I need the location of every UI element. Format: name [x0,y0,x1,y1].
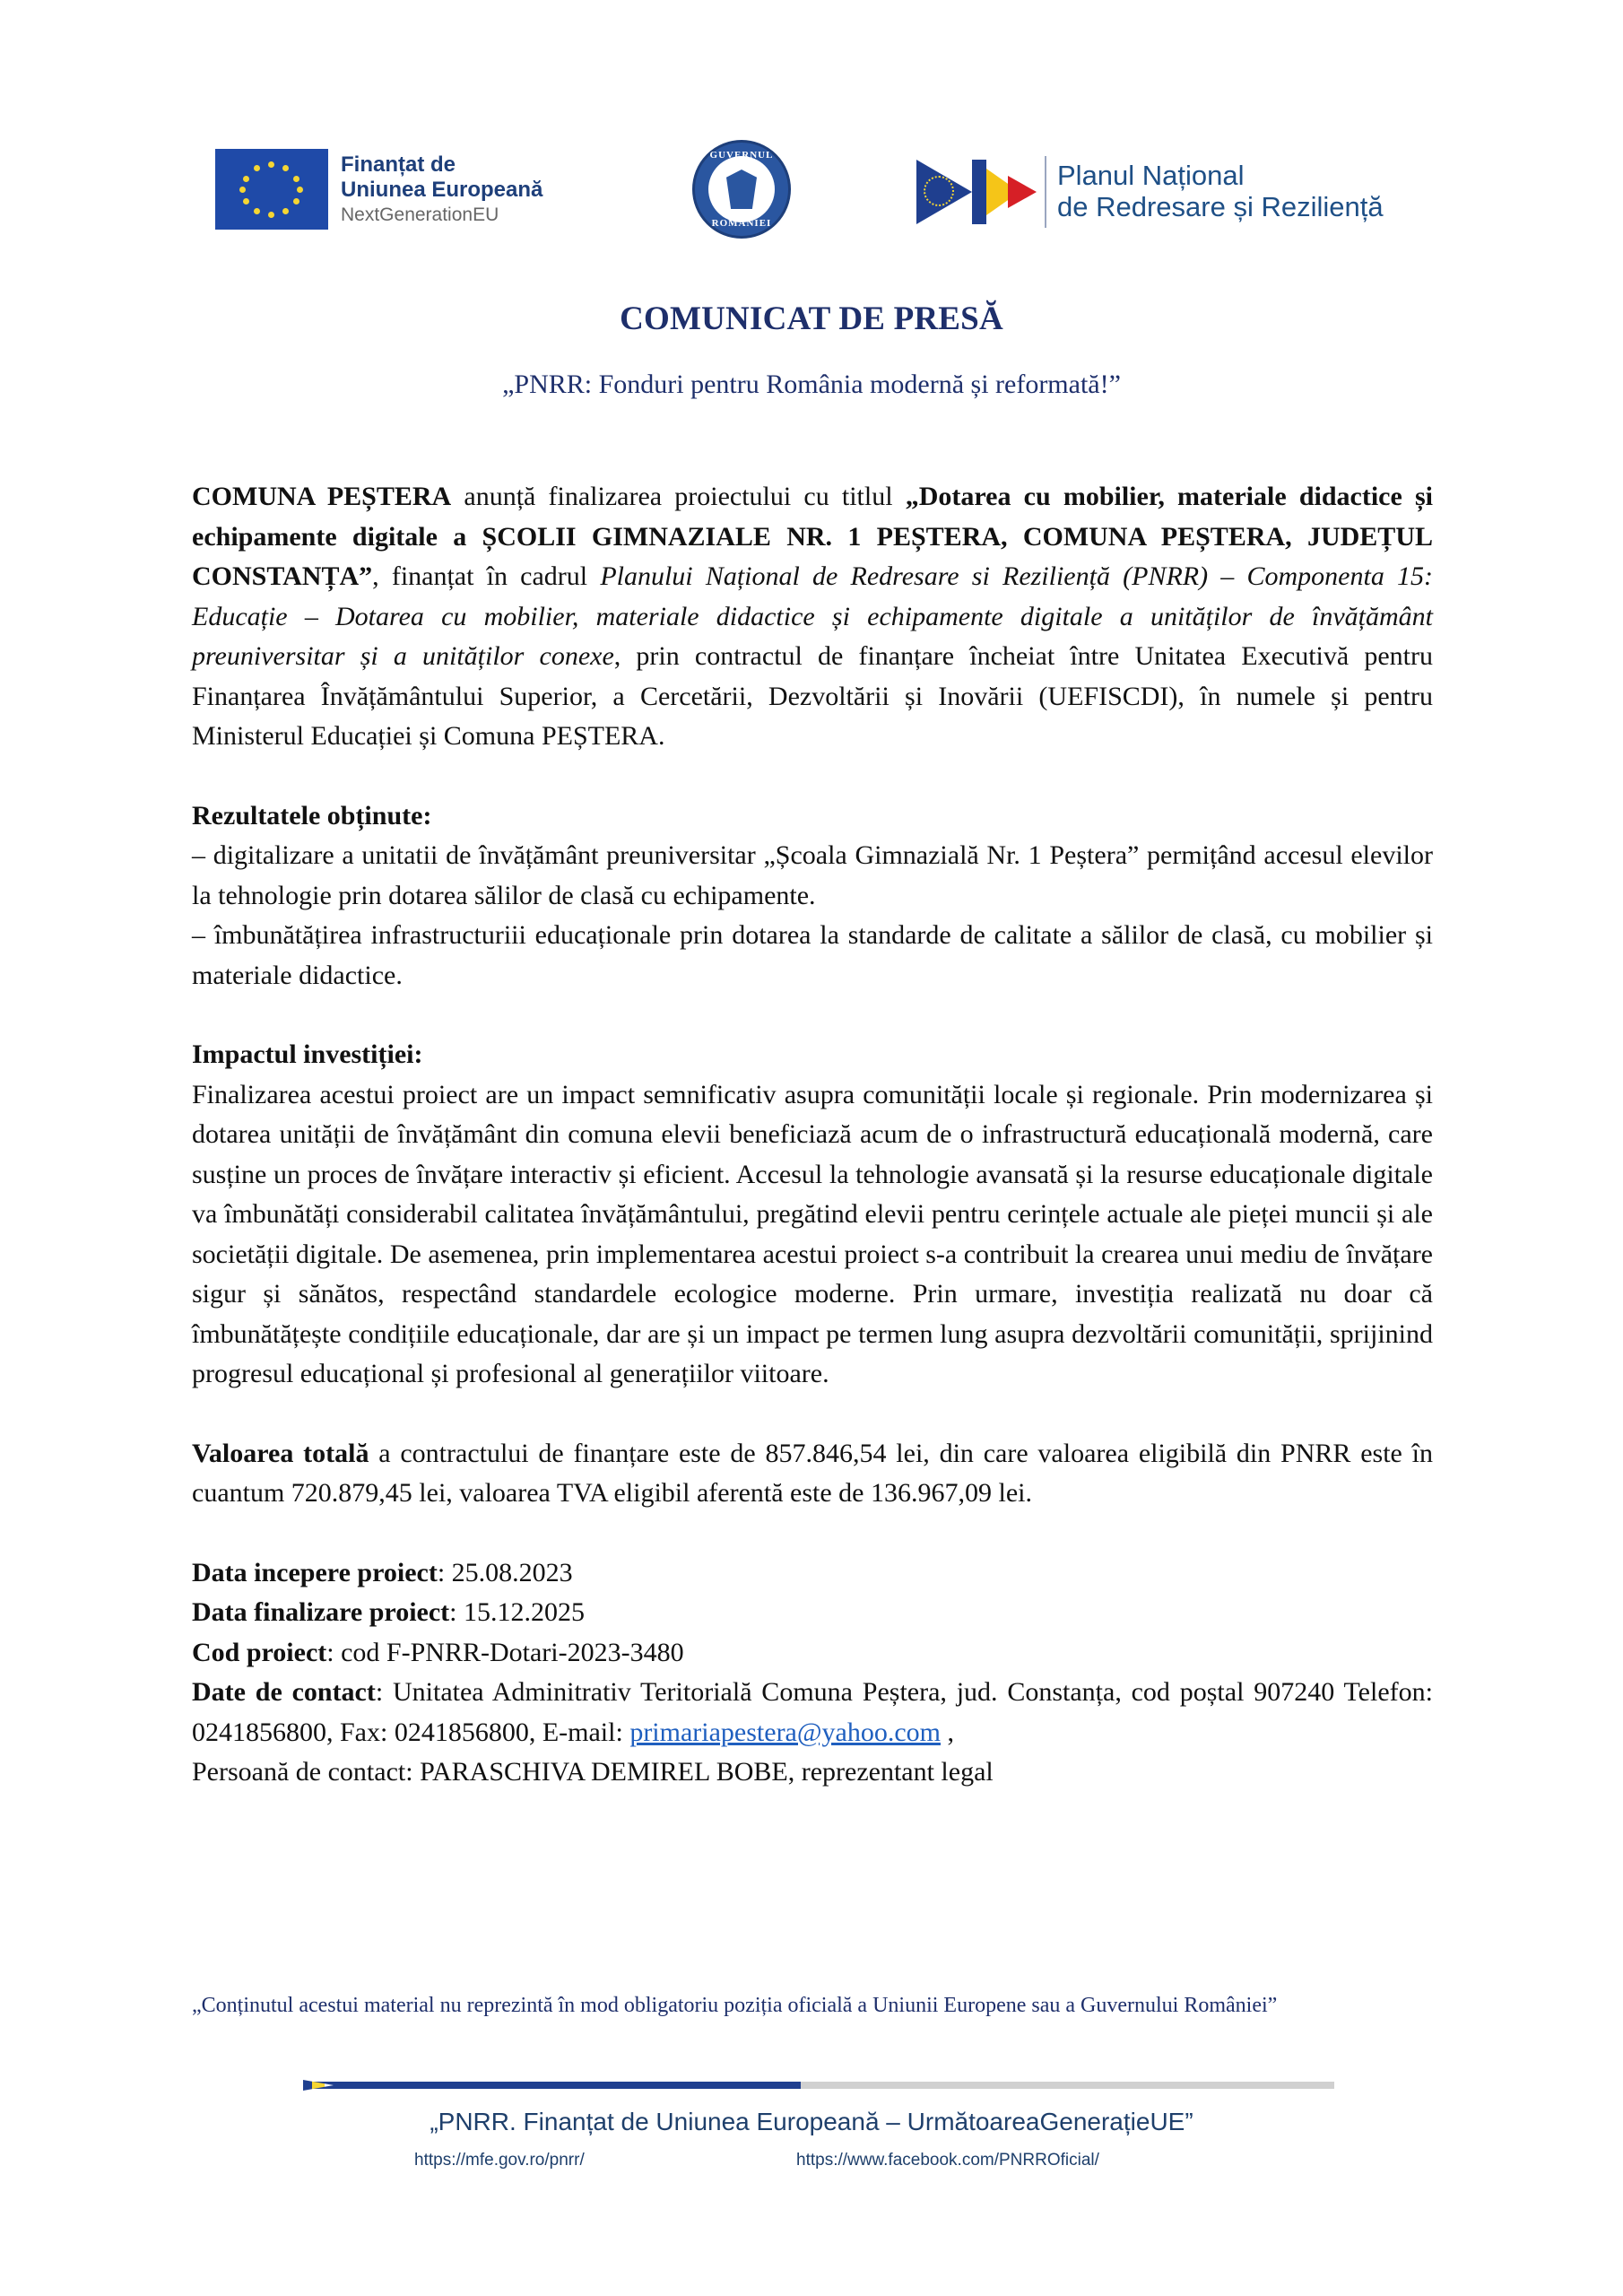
coat-of-arms-icon [726,170,757,209]
pnrr-arrow-icon [916,160,1037,224]
project-code-value: : cod F-PNRR-Dotari-2023-3480 [326,1637,684,1667]
logo-divider [1045,156,1046,228]
eu-logo-line1: Finanțat de [341,152,456,178]
end-date-value: : 15.12.2025 [449,1597,585,1627]
end-date-field: Data finalizare proiect: 15.12.2025 [192,1597,585,1627]
page-title: COMUNICAT DE PRESĂ [620,300,1003,337]
pnrr-logo-line1: Planul Național [1057,160,1245,192]
impact-paragraph: Finalizarea acestui proiect are un impact semnificativ asupra comunității locale și regionale. Prin modernizarea și dotarea unității de învățământ din comuna elevii beneficiază acum de o infrastructură educațională modernă, care susține un proces de învățare interactiv și eficient. Accesul la tehnologie avansată și la resurse educaționale digitale va îmbunătăți considerabil calitatea învățământului, pregătind elevii pentru cerințele actuale ale pieței muncii și ale societății digitale. De asemenea, prin implementarea acestui proiect s-a contribuit la crearea unui mediu de învățare sigur și sănătos, respectând standardele ecologice moderne. Prin urmare, investiția realizată nu doar că îmbunătățește condițiile educaționale, dar are și un impact pe termen lung asupra dezvoltării comunității, sprijinind progresul educațional și profesional al generațiilor viitoare. [192,1079,1433,1388]
pnrr-logo [916,156,1384,228]
project-title: „Dotarea cu mobilier, materiale didactice și echipamente digitale a ȘCOLII GIMNAZIALE NR. 1 PEȘTERA, COMUNA PEȘTERA, JUDEȚUL CONSTANȚA” [192,482,1433,591]
press-release-body [192,477,1433,1793]
pnrr-logo-line2: de Redresare și Reziliență [1057,191,1384,222]
start-date-field: Data incepere proiect: 25.08.2023 [192,1557,573,1587]
footer-divider-bar [303,2082,1334,2089]
entity-name: COMUNA PEȘTERA [192,482,452,511]
seal-bottom-text: ROMÂNIEI [711,218,772,229]
header-logos [0,135,1623,251]
results-heading: Rezultatele obținute: [192,800,432,831]
start-date-value: : 25.08.2023 [437,1557,573,1587]
results-item: – îmbunătățirea infrastructuriii educaționale prin dotarea la standarde de calitate a sălilor de clasă, cu mobilier și materiale didactice. [192,920,1433,990]
eu-flag-icon [215,149,328,230]
mfe-pnrr-link[interactable]: https://mfe.gov.ro/pnrr/ [414,2151,585,2170]
eu-disclaimer: „Conținutul acestui material nu reprezintă în mod obligatoriu poziția oficială a Uniunii Europene sau a Guvernului României” [192,1994,1278,2017]
footer-slogan: „PNRR. Finanțat de Uniunea Europeană – UrmătoareaGenerațieUE” [430,2108,1193,2135]
seal-top-text: GUVERNUL [709,150,774,161]
email-link[interactable]: primariapestera@yahoo.com [629,1717,941,1747]
value-paragraph: Valoarea totală a contractului de finanțare este de 857.846,54 lei, din care valoarea eligibilă din PNRR este în cuantum 720.879,45 lei, valoarea TVA eligibil aferentă este de 136.967,09 lei. [192,1438,1433,1508]
romanian-government-seal-icon [692,140,791,239]
page-subtitle: „PNRR: Fonduri pentru România modernă și reformată!” [502,370,1121,399]
value-label: Valoarea totală [192,1438,369,1468]
impact-heading: Impactul investiției: [192,1039,423,1069]
eu-logo-line3: NextGenerationEU [341,204,499,225]
contact-field: Date de contact: Unitatea Adminitrativ Teritorială Comuna Peștera, jud. Constanța, cod poștal 907240 Telefon: 0241856800, Fax: 0241856800, E-mail: primariapestera@yahoo.com , [192,1677,1433,1747]
eu-logo-line2: Uniunea Europeană [341,177,543,202]
eu-funding-logo [215,149,542,230]
funding-program: Planului Național de Redresare si Reziliență (PNRR) – Componenta 15: Educație – Dotarea cu mobilier, materiale didactice și echipamente digitale a unităților de învățământ preuniversitar și a unităților conexe [192,561,1433,671]
intro-paragraph: COMUNA PEȘTERA anunță finalizarea proiectului cu titlul „Dotarea cu mobilier, materiale didactice și echipamente digitale a ȘCOLII GIMNAZIALE NR. 1 PEȘTERA, COMUNA PEȘTERA, JUDEȚUL CONSTANȚA”, finanțat în cadrul Planului Național de Redresare si Reziliență (PNRR) – Componenta 15: Educație – Dotarea cu mobilier, materiale didactice și echipamente digitale a unităților de învățământ preuniversitar și a unităților conexe, prin contractul de finanțare încheiat între Unitatea Executivă pentru Finanțarea Învățământului Superior, a Cercetării, Dezvoltării și Inovării (UEFISCDI), în numele și pentru Ministerul Educației și Comuna PEȘTERA. [192,482,1433,751]
contact-person: Persoană de contact: PARASCHIVA DEMIREL BOBE, reprezentant legal [192,1757,994,1787]
facebook-pnrr-link[interactable]: https://www.facebook.com/PNRROficial/ [796,2151,1099,2170]
project-code-field: Cod proiect: cod F-PNRR-Dotari-2023-3480 [192,1637,684,1667]
results-item: – digitalizare a unitatii de învățământ preuniversitar „Școala Gimnazială Nr. 1 Peștera” permițând accesul elevilor la tehnologie prin dotarea sălilor de clasă cu echipamente. [192,840,1433,910]
